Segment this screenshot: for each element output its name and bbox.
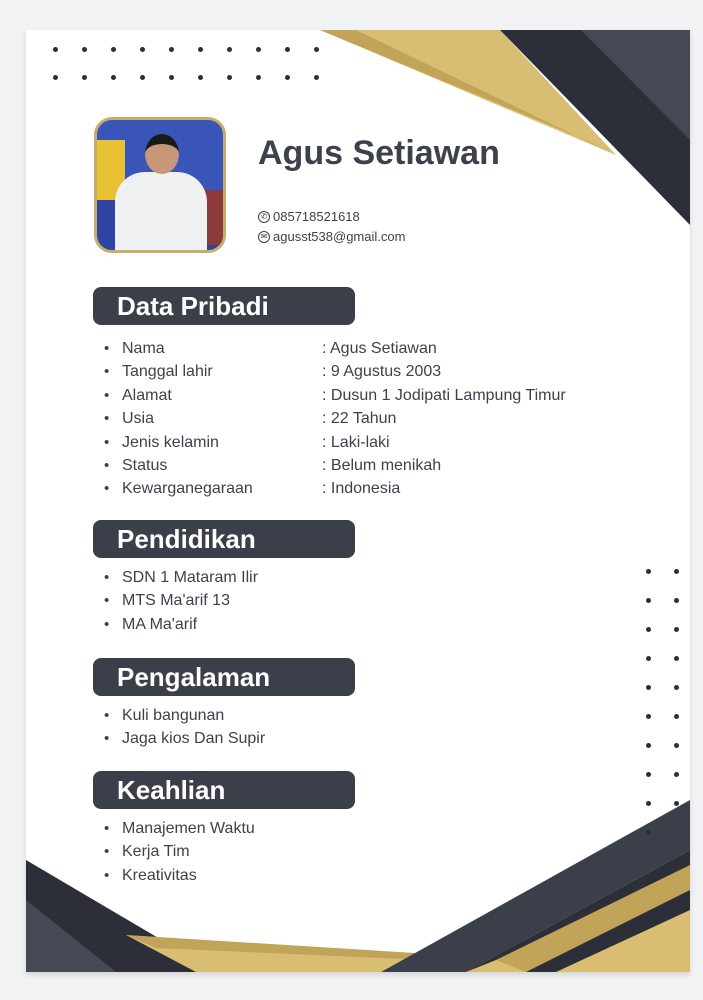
experience-list [104, 704, 265, 751]
cv-page [26, 30, 690, 972]
decorative-dot [646, 801, 651, 806]
decorative-dot [646, 743, 651, 748]
decorative-dot [674, 569, 679, 574]
list-item: • Jaga kios Dan Supir [104, 727, 265, 750]
list-item: • Usia : 22 Tahun [104, 407, 566, 430]
phone-icon: ✆ [258, 211, 270, 223]
decorative-dot [646, 830, 651, 835]
section-header-pendidikan: Pendidikan [93, 520, 355, 558]
decorative-dot [82, 75, 87, 80]
education-list [104, 566, 258, 636]
decorative-dot [646, 772, 651, 777]
section-header-pengalaman: Pengalaman [93, 658, 355, 696]
email-address: agusst538@gmail.com [273, 229, 406, 244]
section-header-keahlian: Keahlian [93, 771, 355, 809]
decorative-dot [198, 47, 203, 52]
decorative-dot [674, 598, 679, 603]
decorative-dot [674, 656, 679, 661]
list-item: • Kewarganegaraan : Indonesia [104, 477, 566, 500]
list-item: • Kreativitas [104, 864, 255, 887]
skills-list [104, 817, 255, 887]
decorative-dot [111, 47, 116, 52]
decorative-dot [646, 569, 651, 574]
decorative-dot [140, 47, 145, 52]
list-item: • Jenis kelamin : Laki-laki [104, 431, 566, 454]
decorative-dot [674, 801, 679, 806]
list-item: • MTS Ma'arif 13 [104, 589, 258, 612]
decorative-dot [674, 714, 679, 719]
decorative-dot [227, 47, 232, 52]
decorative-dot [646, 627, 651, 632]
full-name: Agus Setiawan [258, 134, 500, 172]
phone-contact [258, 209, 360, 224]
email-icon: ✉ [258, 231, 270, 243]
decorative-dot [646, 714, 651, 719]
decorative-dot [53, 75, 58, 80]
decorative-dot [169, 75, 174, 80]
email-contact [258, 229, 405, 244]
list-item: • SDN 1 Mataram Ilir [104, 566, 258, 589]
decorative-dot [256, 75, 261, 80]
decorative-dot [111, 75, 116, 80]
decorative-dot [227, 75, 232, 80]
list-item: • Alamat : Dusun 1 Jodipati Lampung Timur [104, 384, 566, 407]
list-item: • Kerja Tim [104, 840, 255, 863]
decorative-dot [285, 75, 290, 80]
personal-data-list [104, 337, 566, 501]
decorative-dot [82, 47, 87, 52]
list-item: • Status : Belum menikah [104, 454, 566, 477]
decorative-dot [53, 47, 58, 52]
decorative-dot [674, 743, 679, 748]
decorative-dot [256, 47, 261, 52]
list-item: • Kuli bangunan [104, 704, 265, 727]
decorative-dot [646, 656, 651, 661]
decorative-dot [646, 598, 651, 603]
decorative-dot [646, 685, 651, 690]
profile-photo [94, 117, 226, 253]
decorative-dot [285, 47, 290, 52]
decorative-dot [674, 772, 679, 777]
decorative-dot [674, 627, 679, 632]
section-header-data-pribadi: Data Pribadi [93, 287, 355, 325]
phone-number: 085718521618 [273, 209, 360, 224]
decorative-dot [314, 75, 319, 80]
list-item: • MA Ma'arif [104, 613, 258, 636]
list-item: • Tanggal lahir : 9 Agustus 2003 [104, 360, 566, 383]
decorative-dot [674, 685, 679, 690]
decorative-dot [140, 75, 145, 80]
decorative-dot [314, 47, 319, 52]
list-item: • Manajemen Waktu [104, 817, 255, 840]
decorative-dot [198, 75, 203, 80]
decorative-dot [169, 47, 174, 52]
list-item: • Nama : Agus Setiawan [104, 337, 566, 360]
